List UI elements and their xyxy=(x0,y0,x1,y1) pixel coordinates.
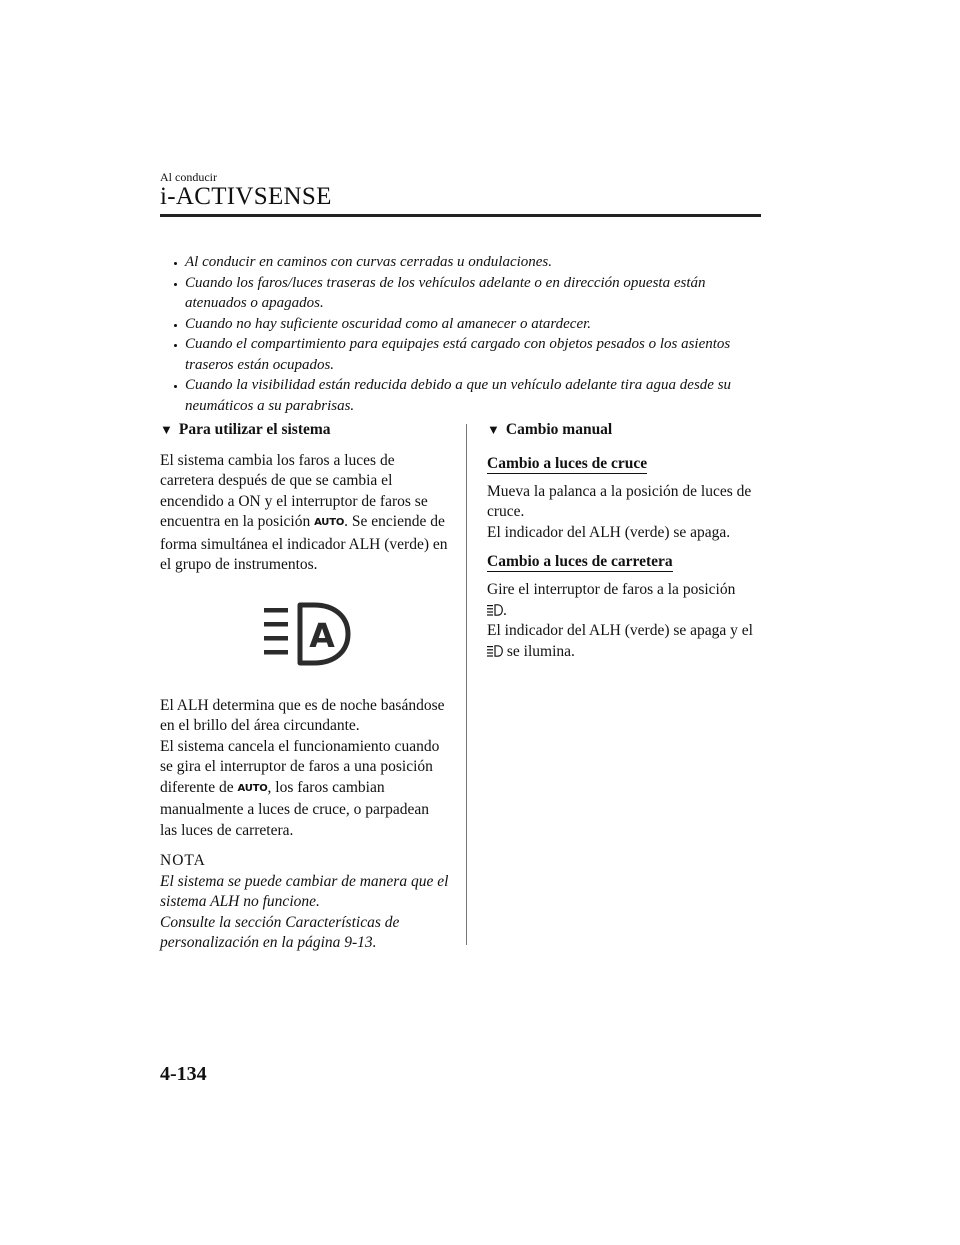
paragraph: El indicador del ALH (verde) se apaga. xyxy=(487,523,731,541)
section-heading-manual xyxy=(487,420,767,441)
auto-symbol-icon: AUTO xyxy=(237,782,268,794)
paragraph xyxy=(487,580,767,621)
paragraph xyxy=(160,737,450,842)
text-run: El indicador del ALH (verde) se apaga y el xyxy=(487,622,753,639)
list-item: Cuando la visibilidad están reducida debido a que un vehículo adelante tira agua desde su neumáticos a su parabrisas. xyxy=(172,375,762,416)
alh-indicator-icon xyxy=(264,602,352,666)
alh-letter: A xyxy=(309,615,335,655)
high-beam-icon xyxy=(487,604,503,616)
auto-symbol-icon: AUTO xyxy=(314,517,345,528)
chapter-title: i-ACTIVSENSE xyxy=(160,183,332,210)
heading-text: Para utilizar el sistema xyxy=(178,421,331,438)
paragraph xyxy=(160,451,450,576)
text-run: . xyxy=(503,601,507,619)
list-item: Cuando los faros/luces traseras de los vehículos adelante o en dirección opuesta están atenuados o apagados. xyxy=(172,273,762,314)
paragraph: Mueva la palanca a la posición de luces de cruce. xyxy=(487,482,752,520)
right-column xyxy=(487,420,767,668)
left-column xyxy=(160,420,450,960)
header-rule xyxy=(160,214,761,217)
text-run: El sistema cancela el funcionamiento cuando se gira el interruptor de faros a una posición diferente de xyxy=(160,737,440,796)
text-run: . Se enciende de forma simultánea el indicador ALH (verde) en el grupo de instrumentos. xyxy=(160,513,448,573)
paragraph: El ALH determina que es de noche basándose en el brillo del área circundante. xyxy=(160,696,445,734)
text-run: Gire el interruptor de faros a la posición xyxy=(487,581,736,598)
subheading-high-beam: Cambio a luces de carretera xyxy=(487,553,673,570)
note-title: NOTA xyxy=(160,852,206,869)
note-text: El sistema se puede cambiar de manera que el sistema ALH no funcione. xyxy=(160,872,449,910)
page-number: 4-134 xyxy=(160,1063,207,1085)
heading-text: Cambio manual xyxy=(505,421,613,438)
column-divider xyxy=(466,424,467,945)
triangle-marker-icon: ▼ xyxy=(487,422,500,437)
note-text: Consulte la sección Características de personalización en la página 9-13. xyxy=(160,913,400,951)
list-item: Al conducir en caminos con curvas cerradas u ondulaciones. xyxy=(172,252,762,273)
section-label: Al conducir xyxy=(160,170,217,184)
paragraph xyxy=(487,621,767,662)
text-run: se ilumina. xyxy=(506,642,575,660)
list-item: Cuando no hay suficiente oscuridad como al amanecer o atardecer. xyxy=(172,314,762,335)
list-item: Cuando el compartimiento para equipajes está cargado con objetos pesados o los asientos traseros están ocupados. xyxy=(172,334,762,375)
section-heading-usage xyxy=(160,420,450,441)
bullet-list xyxy=(172,252,762,416)
triangle-marker-icon: ▼ xyxy=(160,422,173,437)
subheading-low-beam: Cambio a luces de cruce xyxy=(487,454,648,472)
text-run: , los faros cambian manualmente a luces de cruce, o parpadean las luces de carretera. xyxy=(160,778,429,839)
high-beam-icon xyxy=(487,645,503,657)
text-run: El sistema cambia los faros a luces de carretera después de que se cambia el encendido a ON y el interruptor de faros se encuentra en la posición xyxy=(160,451,428,530)
